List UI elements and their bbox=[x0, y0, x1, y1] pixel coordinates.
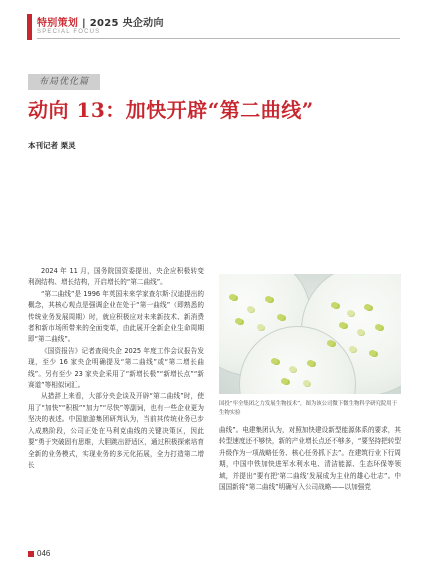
page-number: 046 bbox=[37, 549, 51, 558]
left-column bbox=[28, 266, 204, 471]
photo-caption: 国投“牢全集团之力发展生物技术”，图为该公司微下微生物科学研究院用于生物实验 bbox=[219, 401, 398, 416]
paragraph: 曲线”。电建集团认为，对照加快建设新型能源体系的要求，其转型速度还不够快，新的产业增长点还不够多，“要坚持把转型升级作为一项战略任务、核心任务抓下去”。在建筑行业下行周期，中国中铁加快进军水利水电、清洁能源、生态环保等领域，并提出“要有把‘第二曲线’发展成为主业的雄心壮志”。中国国新将“第二曲线”明确写入公司战略——以加强党 bbox=[219, 426, 401, 492]
byline: 本刊记者 栗灵 bbox=[28, 141, 76, 150]
article-photo bbox=[219, 274, 401, 394]
page-number-marker bbox=[28, 551, 34, 557]
header-rule bbox=[37, 38, 400, 39]
header-divider: | bbox=[82, 18, 86, 29]
paragraph: 《国资报告》记者查阅央企 2025 年度工作会议报告发现，至少 16 家央企明确提及“第二曲线”或“第二增长曲线”。另有至少 23 家央企采用了“新增长极”“新增长点”“新赛道”等相似词汇。 bbox=[28, 346, 204, 390]
header-topic: 2025 央企动向 bbox=[89, 18, 164, 29]
header-title bbox=[37, 14, 164, 29]
header-category: 特别策划 bbox=[37, 18, 79, 29]
paragraph: 2024 年 11 月，国务院国资委提出，央企应积极转变利润结构、增长结构，开启增长的“第二曲线”。 bbox=[28, 267, 204, 287]
header-accent-bar bbox=[27, 14, 32, 40]
paragraph: “第二曲线”是 1996 年英国未来学家查尔斯·汉迪提出的概念，其核心观点是强调企业在处于“第一曲线”（即熟悉的传统业务发展周期）时，就应积极应对未来新技术、新消费者和新市场所带来的全面变革，由此展开全新企业生命周期即“第二曲线”。 bbox=[28, 289, 204, 344]
section-tag: 布局优化篇 bbox=[28, 74, 100, 90]
header-subtitle: SPECIAL FOCUS bbox=[37, 29, 101, 35]
article-title: 动向 13：加快开辟“第二曲线” bbox=[28, 98, 314, 122]
paragraph: 从措辞上来看，大部分央企谈及开辟“第二曲线”时，使用了“加快”“积极”“加力”“尽快”等副词，也有一些企业更为坚决的表述。中国旅游集团研判认为，当前其传统业务已步入成熟阶段，公司正处在马利克曲线的关键决策区，因此要“勇于突破固有思维，大胆跳出舒适区，通过积极探索培育全新的业务模式，实现业务的多元化拓展，全力打造第二增长 bbox=[28, 392, 204, 469]
right-column bbox=[219, 425, 401, 493]
